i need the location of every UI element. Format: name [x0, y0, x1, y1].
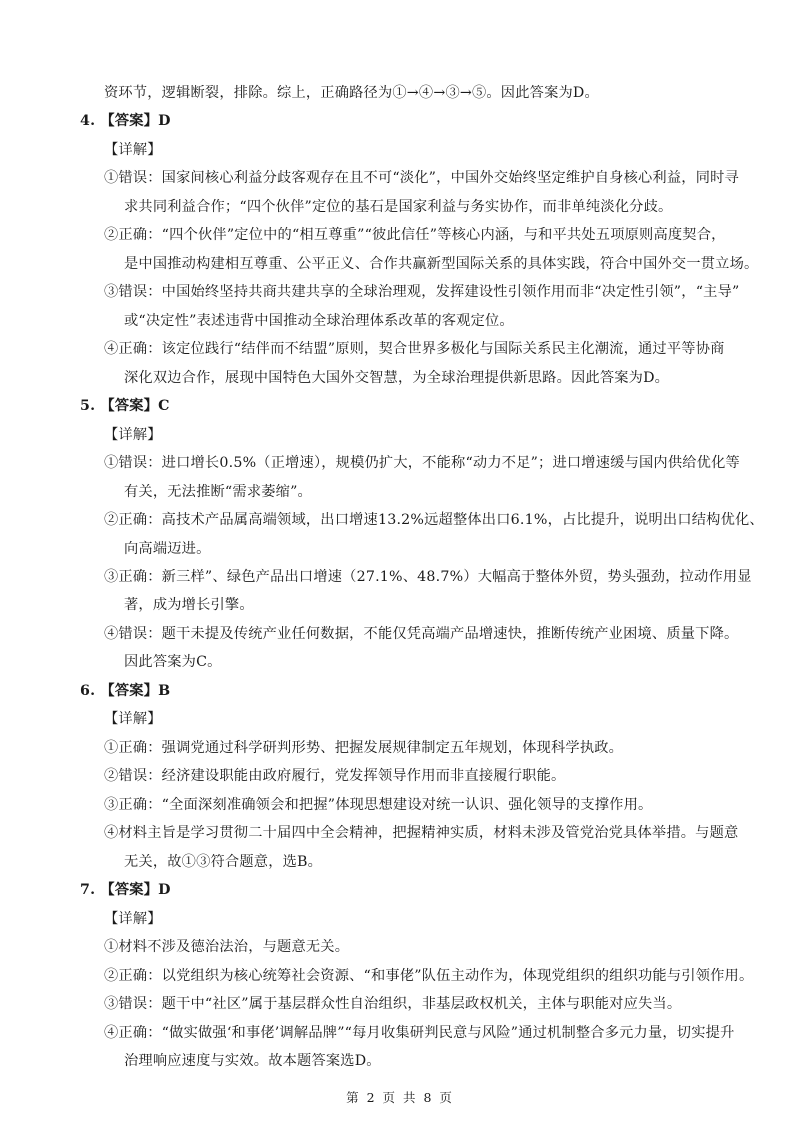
explanation-line: ④错误：题干未提及传统产业任何数据，不能仅凭高端产品增速快，推断传统产业困境、质量下降。 — [104, 626, 739, 642]
detail-heading: 【详解】 — [104, 911, 162, 927]
explanation-line: ②正确：以党组织为核心统筹社会资源、“和事佬”队伍主动作为，体现党组织的组织功能与引领作用。 — [104, 968, 754, 984]
explanation-line: ②错误：经济建设职能由政府履行，党发挥领导作用而非直接履行职能。 — [104, 768, 566, 784]
explanation-line: ①材料不涉及德治法治，与题意无关。 — [104, 939, 350, 955]
detail-heading: 【详解】 — [104, 711, 162, 727]
explanation-line: 因此答案为C。 — [124, 654, 222, 670]
explanation-line: 求共同利益合作；“四个伙伴”定位的基石是国家利益与务实协作，而非单纯淡化分歧。 — [124, 199, 673, 215]
explanation-line: 著，成为增长引擎。 — [124, 597, 254, 613]
answer-heading: 7. 【答案】D — [80, 882, 171, 898]
explanation-line: ②正确：“四个伙伴”定位中的“相互尊重”“彼此信任”等核心内涵，与和平共处五项原则高度契合， — [104, 227, 726, 243]
explanation-line: ②正确：高技术产品属高端领域，出口增速13.2%远超整体出口6.1%，占比提升，说明出口结构优化、 — [104, 512, 764, 528]
explanation-line: ③错误：中国始终坚持共商共建共享的全球治理观，发挥建设性引领作用而非“决定性引领”，“主导” — [104, 284, 740, 300]
explanation-line: 有关，无法推断“需求萎缩”。 — [124, 484, 312, 500]
explanation-line: 治理响应速度与实效。故本题答案选D。 — [124, 1053, 381, 1069]
intro-line: 资环节，逻辑断裂，排除。综上，正确路径为①→④→③→⑤。因此答案为D。 — [104, 85, 599, 101]
explanation-line: 向高端迈进。 — [124, 541, 211, 557]
answer-heading: 4. 【答案】D — [80, 113, 171, 129]
explanation-line: ③正确：“全面深刻准确领会和把握”体现思想建设对统一认识、强化领导的支撑作用。 — [104, 797, 653, 813]
answer-heading: 5. 【答案】C — [80, 398, 170, 414]
explanation-line: 或“决定性”表述违背中国推动全球治理体系改革的客观定位。 — [124, 313, 514, 329]
explanation-line: ①错误：进口增长0.5%（正增速），规模仍扩大，不能称“动力不足”；进口增速缓与国内供给优化等 — [104, 455, 740, 471]
detail-heading: 【详解】 — [104, 142, 162, 158]
explanation-line: 是中国推动构建相互尊重、公平正义、合作共赢新型国际关系的具体实践，符合中国外交一贯立场。 — [124, 256, 759, 272]
explanation-line: ④正确：该定位践行“结伴而不结盟”原则，契合世界多极化与国际关系民主化潮流，通过平等协商 — [104, 341, 725, 357]
explanation-line: ③错误：题干中“社区”属于基层群众性自治组织，非基层政权机关，主体与职能对应失当。 — [104, 996, 682, 1012]
explanation-line: ①错误：国家间核心利益分歧客观存在且不可“淡化”，中国外交始终坚定维护自身核心利益，同时寻 — [104, 170, 739, 186]
answer-heading: 6. 【答案】B — [80, 683, 171, 699]
explanation-line: ④正确：“做实做强‘和事佬’调解品牌”“每月收集研判民意与风险”通过机制整合多元力量，切实提升 — [104, 1025, 735, 1041]
explanation-line: ④材料主旨是学习贯彻二十届四中全会精神，把握精神实质，材料未涉及管党治党具体举措。与题意 — [104, 825, 739, 841]
explanation-line: ①正确：强调党通过科学研判形势、把握发展规律制定五年规划，体现科学执政。 — [104, 740, 624, 756]
detail-heading: 【详解】 — [104, 427, 162, 443]
explanation-line: 无关，故①③符合题意，选B。 — [124, 854, 323, 870]
explanation-line: 深化双边合作，展现中国特色大国外交智慧，为全球治理提供新思路。因此答案为D。 — [124, 370, 670, 386]
explanation-line: ③正确：新三样”、绿色产品出口增速（27.1%、48.7%）大幅高于整体外贸，势头强劲，拉动作用显 — [104, 569, 752, 585]
page-footer: 第 2 页 共 8 页 — [346, 1090, 454, 1105]
